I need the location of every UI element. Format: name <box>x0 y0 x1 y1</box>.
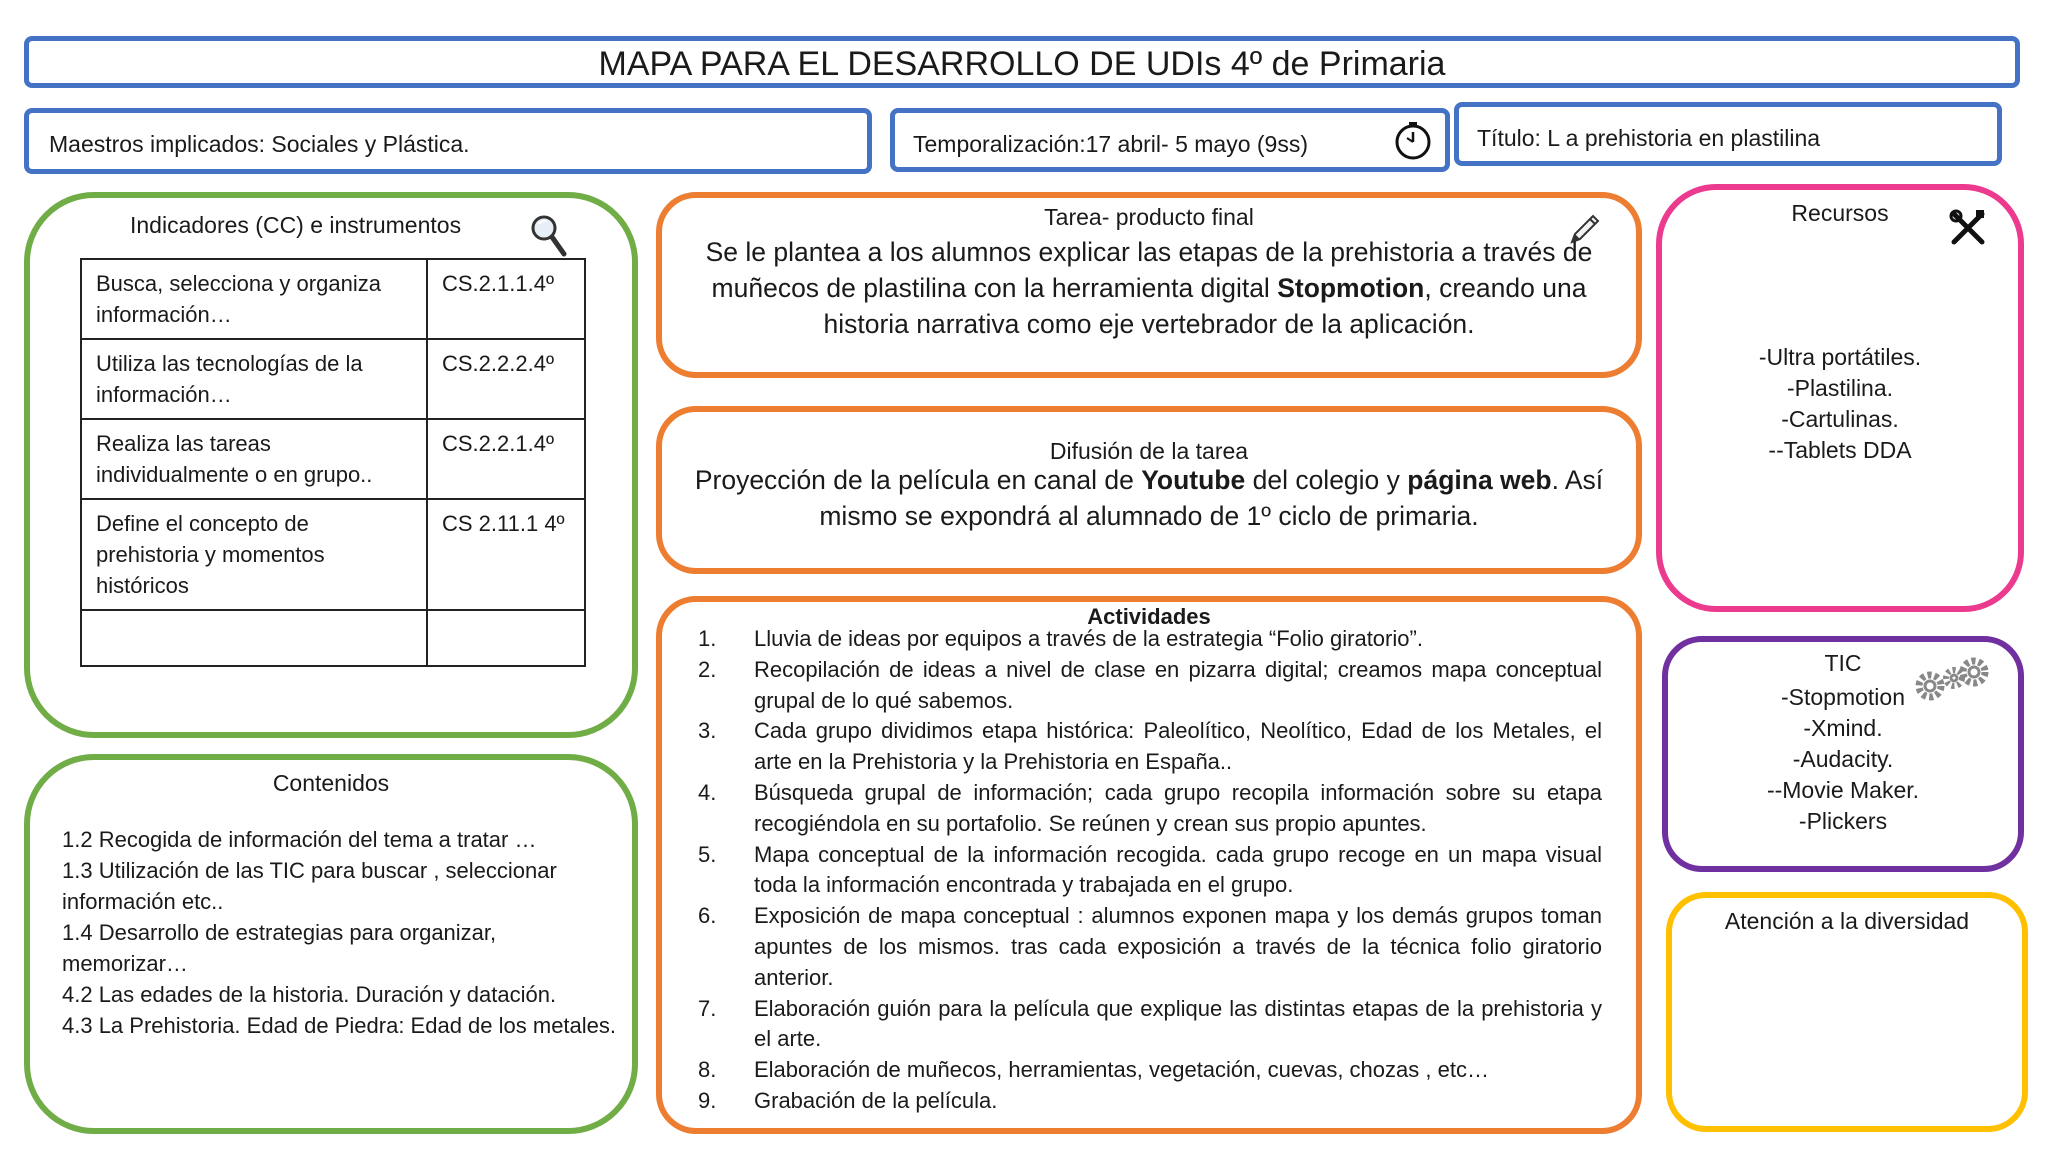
item-text: Recopilación de ideas a nivel de clase en pizarra digital; creamos mapa conceptual grupal de lo qué sabemos. <box>754 656 1602 713</box>
list-item: -Xmind. <box>1803 715 1883 741</box>
diffusion-text <box>682 462 1616 534</box>
list-item <box>698 624 1602 655</box>
list-item <box>698 901 1602 993</box>
tic-heading: TIC <box>1824 650 1862 676</box>
table-row <box>81 259 585 339</box>
diffusion-bold-2: página web <box>1407 465 1552 495</box>
item-number: 6. <box>698 903 717 929</box>
indicator-code: CS.2.1.1.4º <box>427 259 585 339</box>
table-row <box>81 339 585 419</box>
item-number: 7. <box>698 995 717 1021</box>
indicators-table <box>80 258 586 667</box>
indicator-code: CS.2.2.2.4º <box>427 339 585 419</box>
final-task-panel <box>656 192 1642 378</box>
table-row <box>81 419 585 499</box>
activities-list <box>698 624 1602 1117</box>
contents-list <box>62 824 622 1041</box>
activities-panel <box>656 596 1642 1134</box>
list-item <box>698 1055 1602 1086</box>
clock-icon <box>1393 121 1433 161</box>
list-item <box>698 840 1602 902</box>
item-text: Exposición de mapa conceptual : alumnos exponen mapa y los demás grupos toman apuntes de los mismos. tras cada exposición a través de la técnica folio giratorio anterior. <box>754 903 1602 990</box>
final-task-text <box>682 234 1616 342</box>
diffusion-heading: Difusión de la tarea <box>1049 438 1249 464</box>
item-number: 4. <box>698 779 717 805</box>
diversity-panel <box>1666 892 2028 1132</box>
list-item: 1.3 Utilización de las TIC para buscar , seleccionar información etc.. <box>62 858 557 914</box>
item-number: 2. <box>698 656 717 682</box>
item-number: 5. <box>698 841 717 867</box>
list-item: 1.4 Desarrollo de estrategias para organizar, memorizar… <box>62 920 497 976</box>
unit-title-box <box>1454 102 2002 166</box>
teachers-text: Maestros implicados: Sociales y Plástica. <box>49 131 470 157</box>
item-number: 1. <box>698 626 717 651</box>
magnifier-icon <box>528 212 568 258</box>
list-item <box>698 778 1602 840</box>
list-item <box>698 994 1602 1056</box>
indicator-text: Utiliza las tecnologías de la información… <box>81 339 427 419</box>
list-item: 4.2 Las edades de la historia. Duración y datación. <box>62 982 557 1007</box>
tic-list <box>1668 682 2018 837</box>
item-text: Grabación de la película. <box>754 1087 998 1113</box>
activities-heading: Actividades <box>1087 604 1211 629</box>
indicator-code: CS.2.2.1.4º <box>427 419 585 499</box>
diffusion-text-3: . Así mismo se expondrá al alumnado de 1º ciclo de primaria. <box>819 465 1604 531</box>
indicator-text: Realiza las tareas individualmente o en grupo.. <box>81 419 427 499</box>
list-item: -Plastilina. <box>1786 375 1894 401</box>
item-number: 3. <box>698 718 717 744</box>
timing-box <box>890 108 1450 172</box>
contents-panel <box>24 754 638 1134</box>
item-text: Lluvia de ideas por equipos a través de la estrategia “Folio giratorio”. <box>754 626 1423 651</box>
indicator-code <box>427 610 585 666</box>
unit-title-text: Título: L a prehistoria en plastilina <box>1477 125 1821 151</box>
diffusion-text-1: Proyección de la película en canal de <box>694 465 1142 495</box>
list-item: 1.2 Recogida de información del tema a tratar … <box>62 827 537 852</box>
table-row <box>81 499 585 610</box>
final-task-text-start: Se le plantea a los alumnos explicar las etapas de la prehistoria a través de muñecos de plastilina con la herramienta digital <box>705 237 1593 303</box>
page-title: MAPA PARA EL DESARROLLO DE UDIs 4º de Primaria <box>598 45 1446 83</box>
tools-icon <box>1948 208 1988 248</box>
indicators-panel <box>24 192 638 738</box>
list-item: -Audacity. <box>1792 746 1894 772</box>
indicator-code: CS 2.11.1 4º <box>427 499 585 610</box>
list-item: --Tablets DDA <box>1768 437 1912 463</box>
list-item <box>698 716 1602 778</box>
diversity-heading: Atención a la diversidad <box>1724 908 1970 934</box>
final-task-text-end: , creando una historia narrativa como eje vertebrador de la aplicación. <box>823 273 1587 339</box>
indicators-heading: Indicadores (CC) e instrumentos <box>130 212 462 238</box>
final-task-heading: Tarea- producto final <box>1044 204 1254 230</box>
item-text: Mapa conceptual de la información recogida. cada grupo recoge en un mapa visual toda la información encontrada y trabajada en el grupo. <box>754 841 1602 898</box>
teachers-box <box>24 108 872 174</box>
item-text: Cada grupo dividimos etapa histórica: Paleolítico, Neolítico, Edad de los Metales, el arte en la Prehistoria y la Prehistoria en España.. <box>754 718 1602 775</box>
contents-heading: Contenidos <box>272 770 390 796</box>
resources-panel <box>1656 184 2024 612</box>
list-item: -Ultra portátiles. <box>1758 344 1922 370</box>
indicator-text <box>81 610 427 666</box>
resources-heading: Recursos <box>1791 200 1889 226</box>
timing-text: Temporalización:17 abril- 5 mayo (9ss) <box>913 131 1308 157</box>
indicator-text: Define el concepto de prehistoria y momentos históricos <box>81 499 427 610</box>
list-item: -Plickers <box>1798 808 1888 834</box>
diffusion-text-2: del colegio y <box>1245 465 1408 495</box>
list-item <box>698 655 1602 717</box>
item-number: 8. <box>698 1057 717 1083</box>
resources-list <box>1662 342 2018 466</box>
diffusion-bold-1: Youtube <box>1141 465 1246 495</box>
list-item <box>698 1086 1602 1117</box>
final-task-bold: Stopmotion <box>1277 273 1425 303</box>
item-text: Elaboración guión para la película que explique las distintas etapas de la prehistoria y el arte. <box>754 995 1602 1052</box>
diffusion-panel <box>656 406 1642 574</box>
item-text: Elaboración de muñecos, herramientas, vegetación, cuevas, chozas , etc… <box>754 1057 1489 1083</box>
item-text: Búsqueda grupal de información; cada grupo recopila información sobre su etapa recogiéndola en su portafolio. Se reúnen y crean sus propio apuntes. <box>754 779 1602 836</box>
list-item: -Cartulinas. <box>1781 406 1899 432</box>
item-number: 9. <box>698 1087 717 1113</box>
list-item: 4.3 La Prehistoria. Edad de Piedra: Edad de los metales. <box>62 1013 617 1038</box>
list-item: --Movie Maker. <box>1766 777 1920 803</box>
list-item: -Stopmotion <box>1780 684 1905 710</box>
indicator-text: Busca, selecciona y organiza información… <box>81 259 427 339</box>
table-row <box>81 610 585 666</box>
title-bar <box>24 36 2020 88</box>
tic-panel <box>1662 636 2024 872</box>
